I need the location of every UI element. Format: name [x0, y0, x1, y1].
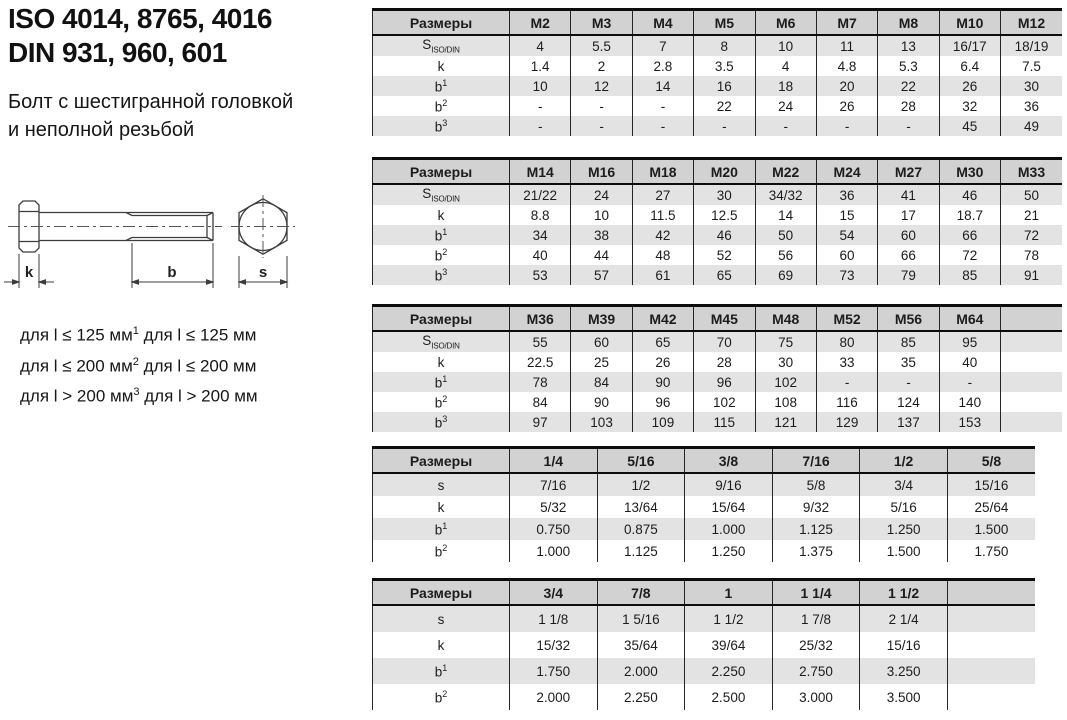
table-header-row	[373, 448, 1036, 474]
row-label: $b^3$	[373, 265, 510, 285]
dimensions-column-header: Размеры	[373, 159, 510, 185]
row-label: k	[373, 496, 510, 518]
dimension-row	[373, 518, 1036, 540]
value-cell: 1 1/2	[685, 605, 773, 632]
dimension-lines	[4, 243, 287, 288]
value-cell: 28	[694, 352, 755, 372]
value-cell: 4.8	[816, 56, 877, 76]
dimension-row	[373, 412, 1063, 432]
value-cell: 1.500	[860, 540, 948, 562]
dimension-row	[373, 392, 1063, 412]
value-cell: 34	[510, 225, 571, 245]
size-column-header: M45	[694, 306, 755, 332]
value-cell	[947, 684, 1035, 710]
value-cell: 7/16	[510, 473, 598, 496]
row-label: k	[373, 56, 510, 76]
value-cell: -	[632, 96, 693, 116]
value-cell: 40	[510, 245, 571, 265]
value-cell: 10	[755, 35, 816, 56]
value-cell: 52	[694, 245, 755, 265]
value-cell: 61	[632, 265, 693, 285]
value-cell: 66	[878, 245, 939, 265]
value-cell: 24	[755, 96, 816, 116]
value-cell: 65	[694, 265, 755, 285]
size-column-header: 5/16	[597, 448, 685, 474]
value-cell: 2.8	[632, 56, 693, 76]
value-cell: 5/8	[772, 473, 860, 496]
value-cell: 49	[1001, 116, 1063, 136]
value-cell: 78	[1001, 245, 1063, 265]
value-cell: 42	[632, 225, 693, 245]
value-cell: 5/32	[510, 496, 598, 518]
table-inch-quarter-to-fiveeighths	[372, 446, 1035, 562]
size-column-header: M52	[816, 306, 877, 332]
size-column-header: M64	[939, 306, 1000, 332]
value-cell: 26	[816, 96, 877, 116]
size-column-header: M48	[755, 306, 816, 332]
value-cell: 1/2	[597, 473, 685, 496]
value-cell: 8.8	[510, 205, 571, 225]
dimension-row	[373, 184, 1063, 205]
size-column-header: M27	[878, 159, 939, 185]
value-cell: -	[816, 116, 877, 136]
width-across-flats-label: s	[258, 264, 268, 281]
value-cell: 35/64	[597, 632, 685, 658]
value-cell: 115	[694, 412, 755, 432]
value-cell: 108	[755, 392, 816, 412]
value-cell: 39/64	[685, 632, 773, 658]
value-cell	[947, 658, 1035, 684]
dimension-row	[373, 372, 1063, 392]
dimension-row	[373, 56, 1063, 76]
value-cell: 60	[816, 245, 877, 265]
value-cell: 5/16	[860, 496, 948, 518]
value-cell: 54	[816, 225, 877, 245]
value-cell: 32	[939, 96, 1000, 116]
value-cell: 14	[632, 76, 693, 96]
value-cell: 91	[1001, 265, 1063, 285]
value-cell: 1.375	[772, 540, 860, 562]
dimension-row	[373, 116, 1063, 136]
size-column-header: 3/4	[510, 580, 598, 606]
table-header-row	[373, 306, 1063, 332]
value-cell: 45	[939, 116, 1000, 136]
row-label: $b^2$	[373, 540, 510, 562]
value-cell: 50	[1001, 184, 1063, 205]
table-metric-m36-m64	[372, 304, 1062, 432]
dimension-row	[373, 684, 1036, 710]
dimensions-column-header: Размеры	[373, 448, 510, 474]
value-cell: 12	[571, 76, 632, 96]
dimension-row	[373, 35, 1063, 56]
dimension-row	[373, 245, 1063, 265]
table-metric-m14-m33	[372, 157, 1062, 285]
value-cell: 17	[878, 205, 939, 225]
value-cell: 85	[878, 331, 939, 352]
footnote-line: для l ≤ 125 $мм^1$ для l ≤ 125 мм	[20, 325, 257, 345]
value-cell: -	[816, 372, 877, 392]
row-label: $b^1$	[373, 372, 510, 392]
value-cell: 1.125	[772, 518, 860, 540]
size-column-header: 1 1/4	[772, 580, 860, 606]
size-column-header: M8	[878, 10, 939, 36]
value-cell	[1001, 352, 1063, 372]
value-cell: 38	[571, 225, 632, 245]
value-cell: 7.5	[1001, 56, 1063, 76]
table-header-row	[373, 580, 1036, 606]
value-cell: -	[939, 372, 1000, 392]
size-column-header: M33	[1001, 159, 1063, 185]
value-cell: 9/16	[685, 473, 773, 496]
row-label: $b^3$	[373, 412, 510, 432]
value-cell: 70	[694, 331, 755, 352]
value-cell: 27	[632, 184, 693, 205]
value-cell: 85	[939, 265, 1000, 285]
table-header-row	[373, 159, 1063, 185]
size-column-header: 1/2	[860, 448, 948, 474]
value-cell: 60	[571, 331, 632, 352]
row-label: s	[373, 473, 510, 496]
value-cell: 66	[939, 225, 1000, 245]
row-label: $b^3$	[373, 116, 510, 136]
value-cell: 95	[939, 331, 1000, 352]
value-cell: -	[571, 96, 632, 116]
size-column-header: M12	[1001, 10, 1063, 36]
value-cell: 140	[939, 392, 1000, 412]
size-column-header	[1001, 306, 1063, 332]
value-cell: 2.250	[685, 658, 773, 684]
value-cell: 11	[816, 35, 877, 56]
value-cell: 72	[1001, 225, 1063, 245]
value-cell: 1.750	[947, 540, 1035, 562]
row-label: $b^1$	[373, 518, 510, 540]
dimension-row	[373, 632, 1036, 658]
value-cell: 0.875	[597, 518, 685, 540]
value-cell: 16	[694, 76, 755, 96]
value-cell: 15/32	[510, 632, 598, 658]
value-cell: -	[571, 116, 632, 136]
value-cell: 13	[878, 35, 939, 56]
value-cell: 36	[816, 184, 877, 205]
value-cell: 1.125	[597, 540, 685, 562]
value-cell: -	[510, 116, 571, 136]
value-cell: 1.750	[510, 658, 598, 684]
row-label: $b^1$	[373, 76, 510, 96]
value-cell: 15/64	[685, 496, 773, 518]
dimensions-column-header: Размеры	[373, 10, 510, 36]
value-cell: 10	[510, 76, 571, 96]
value-cell: 20	[816, 76, 877, 96]
value-cell: 28	[878, 96, 939, 116]
value-cell: 18	[755, 76, 816, 96]
row-label: k	[373, 632, 510, 658]
row-label: $b^2$	[373, 245, 510, 265]
value-cell: 90	[571, 392, 632, 412]
row-label: $b^1$	[373, 225, 510, 245]
value-cell: 22	[694, 96, 755, 116]
value-cell: 97	[510, 412, 571, 432]
value-cell: 1.250	[860, 518, 948, 540]
value-cell: 46	[939, 184, 1000, 205]
size-column-header: 1 1/2	[860, 580, 948, 606]
value-cell: 75	[755, 331, 816, 352]
value-cell: 18/19	[1001, 35, 1063, 56]
value-cell: -	[878, 372, 939, 392]
value-cell: 15/16	[947, 473, 1035, 496]
value-cell: 22	[878, 76, 939, 96]
footnotes-block	[20, 318, 258, 410]
dimension-row	[373, 496, 1036, 518]
value-cell: 79	[878, 265, 939, 285]
footnote-line: для l > 200 $мм^3$ для l > 200 мм	[20, 386, 258, 406]
row-label: $S_{ISO/DIN}$	[373, 331, 510, 352]
row-label: $b^2$	[373, 392, 510, 412]
value-cell: 36	[1001, 96, 1063, 116]
value-cell: 30	[694, 184, 755, 205]
size-column-header: M20	[694, 159, 755, 185]
standards-title-iso: ISO 4014, 8765, 4016	[8, 3, 272, 34]
size-column-header: M30	[939, 159, 1000, 185]
value-cell: 56	[755, 245, 816, 265]
value-cell: 41	[878, 184, 939, 205]
footnote-line: для l ≤ 200 $мм^2$ для l ≤ 200 мм	[20, 355, 257, 376]
value-cell: 96	[694, 372, 755, 392]
row-label: k	[373, 352, 510, 372]
product-description-line1: Болт с шестигранной головкой	[8, 91, 294, 113]
dimension-row	[373, 331, 1063, 352]
value-cell: 33	[816, 352, 877, 372]
row-label: $b^1$	[373, 658, 510, 684]
value-cell: 90	[632, 372, 693, 392]
value-cell: 13/64	[597, 496, 685, 518]
value-cell: 25	[571, 352, 632, 372]
value-cell: -	[632, 116, 693, 136]
value-cell: 7	[632, 35, 693, 56]
value-cell: 84	[571, 372, 632, 392]
size-column-header: M24	[816, 159, 877, 185]
value-cell: 1.500	[947, 518, 1035, 540]
size-column-header: M14	[510, 159, 571, 185]
value-cell: 44	[571, 245, 632, 265]
value-cell	[947, 632, 1035, 658]
size-column-header: M5	[694, 10, 755, 36]
value-cell: 14	[755, 205, 816, 225]
value-cell: -	[755, 116, 816, 136]
value-cell: 2 1/4	[860, 605, 948, 632]
value-cell	[1001, 331, 1063, 352]
table-metric-m2-m12	[372, 8, 1062, 136]
value-cell: 50	[755, 225, 816, 245]
value-cell: 2	[571, 56, 632, 76]
value-cell: 3.000	[772, 684, 860, 710]
value-cell: 48	[632, 245, 693, 265]
value-cell: 102	[755, 372, 816, 392]
value-cell: 25/64	[947, 496, 1035, 518]
size-column-header: M6	[755, 10, 816, 36]
size-column-header: 5/8	[947, 448, 1035, 474]
size-column-header: M7	[816, 10, 877, 36]
value-cell: 72	[939, 245, 1000, 265]
row-label: $b^2$	[373, 96, 510, 116]
size-column-header: M42	[632, 306, 693, 332]
size-column-header: 7/8	[597, 580, 685, 606]
value-cell: 1.000	[685, 518, 773, 540]
title-block	[8, 2, 272, 70]
value-cell: 8	[694, 35, 755, 56]
size-column-header: M56	[878, 306, 939, 332]
size-column-header: M36	[510, 306, 571, 332]
value-cell	[947, 605, 1035, 632]
value-cell: 60	[878, 225, 939, 245]
value-cell: 12.5	[694, 205, 755, 225]
size-column-header: M4	[632, 10, 693, 36]
dimension-row	[373, 96, 1063, 116]
dimension-row	[373, 265, 1063, 285]
value-cell: 153	[939, 412, 1000, 432]
value-cell: 5.5	[571, 35, 632, 56]
value-cell: 25/32	[772, 632, 860, 658]
value-cell: 21/22	[510, 184, 571, 205]
value-cell: 103	[571, 412, 632, 432]
value-cell: 137	[878, 412, 939, 432]
value-cell: 3.250	[860, 658, 948, 684]
size-column-header: 3/8	[685, 448, 773, 474]
value-cell: 16/17	[939, 35, 1000, 56]
value-cell: 0.750	[510, 518, 598, 540]
value-cell: 2.000	[597, 658, 685, 684]
size-column-header: M3	[571, 10, 632, 36]
size-column-header	[947, 580, 1035, 606]
value-cell: 102	[694, 392, 755, 412]
value-cell: 24	[571, 184, 632, 205]
value-cell: 1.250	[685, 540, 773, 562]
value-cell: 1.000	[510, 540, 598, 562]
value-cell: 55	[510, 331, 571, 352]
size-column-header: 7/16	[772, 448, 860, 474]
row-label: $S_{ISO/DIN}$	[373, 35, 510, 56]
value-cell: 30	[755, 352, 816, 372]
dimension-row	[373, 76, 1063, 96]
value-cell: 96	[632, 392, 693, 412]
value-cell: 3.500	[860, 684, 948, 710]
size-column-header: M18	[632, 159, 693, 185]
value-cell: 5.3	[878, 56, 939, 76]
size-column-header: 1/4	[510, 448, 598, 474]
row-label: $S_{ISO/DIN}$	[373, 184, 510, 205]
value-cell: 1 5/16	[597, 605, 685, 632]
value-cell: 3.5	[694, 56, 755, 76]
value-cell: 57	[571, 265, 632, 285]
value-cell: 3/4	[860, 473, 948, 496]
dimension-row	[373, 605, 1036, 632]
size-column-header: M16	[571, 159, 632, 185]
value-cell: 34/32	[755, 184, 816, 205]
value-cell: 10	[571, 205, 632, 225]
value-cell: 78	[510, 372, 571, 392]
size-column-header: 1	[685, 580, 773, 606]
value-cell: 15/16	[860, 632, 948, 658]
product-description	[8, 88, 293, 144]
value-cell: 2.500	[685, 684, 773, 710]
value-cell: -	[694, 116, 755, 136]
size-column-header: M2	[510, 10, 571, 36]
size-column-header: M39	[571, 306, 632, 332]
value-cell: 2.750	[772, 658, 860, 684]
dimension-row	[373, 658, 1036, 684]
value-cell: 129	[816, 412, 877, 432]
value-cell: 124	[878, 392, 939, 412]
row-label: s	[373, 605, 510, 632]
value-cell: 9/32	[772, 496, 860, 518]
dimension-row	[373, 352, 1063, 372]
value-cell: 6.4	[939, 56, 1000, 76]
value-cell: -	[510, 96, 571, 116]
value-cell: 18.7	[939, 205, 1000, 225]
value-cell: -	[878, 116, 939, 136]
value-cell	[1001, 372, 1063, 392]
value-cell: 4	[510, 35, 571, 56]
standards-title-din: DIN 931, 960, 601	[8, 37, 227, 68]
size-column-header: M22	[755, 159, 816, 185]
row-label: $b^2$	[373, 684, 510, 710]
value-cell: 15	[816, 205, 877, 225]
value-cell: 80	[816, 331, 877, 352]
value-cell: 35	[878, 352, 939, 372]
dimensions-column-header: Размеры	[373, 580, 510, 606]
value-cell: 30	[1001, 76, 1063, 96]
table-inch-threequarter-to-oneandhalf	[372, 578, 1035, 710]
value-cell: 2.250	[597, 684, 685, 710]
value-cell: 22.5	[510, 352, 571, 372]
value-cell: 1 1/8	[510, 605, 598, 632]
dimension-row	[373, 225, 1063, 245]
value-cell: 4	[755, 56, 816, 76]
value-cell: 121	[755, 412, 816, 432]
dimension-row	[373, 473, 1036, 496]
value-cell: 46	[694, 225, 755, 245]
value-cell: 1.4	[510, 56, 571, 76]
value-cell: 26	[632, 352, 693, 372]
row-label: k	[373, 205, 510, 225]
value-cell	[1001, 412, 1063, 432]
value-cell	[1001, 392, 1063, 412]
value-cell: 116	[816, 392, 877, 412]
dimensions-column-header: Размеры	[373, 306, 510, 332]
value-cell: 84	[510, 392, 571, 412]
value-cell: 2.000	[510, 684, 598, 710]
value-cell: 26	[939, 76, 1000, 96]
value-cell: 1 7/8	[772, 605, 860, 632]
thread-length-label: b	[167, 264, 177, 281]
product-description-line2: и неполной резьбой	[8, 119, 195, 141]
value-cell: 53	[510, 265, 571, 285]
hex-bolt-technical-drawing	[0, 185, 360, 320]
value-cell: 11.5	[632, 205, 693, 225]
value-cell: 69	[755, 265, 816, 285]
dimension-row	[373, 205, 1063, 225]
dimension-row	[373, 540, 1036, 562]
value-cell: 65	[632, 331, 693, 352]
value-cell: 40	[939, 352, 1000, 372]
head-height-label: k	[24, 264, 34, 281]
value-cell: 21	[1001, 205, 1063, 225]
table-header-row	[373, 10, 1063, 36]
size-column-header: M10	[939, 10, 1000, 36]
value-cell: 109	[632, 412, 693, 432]
value-cell: 73	[816, 265, 877, 285]
